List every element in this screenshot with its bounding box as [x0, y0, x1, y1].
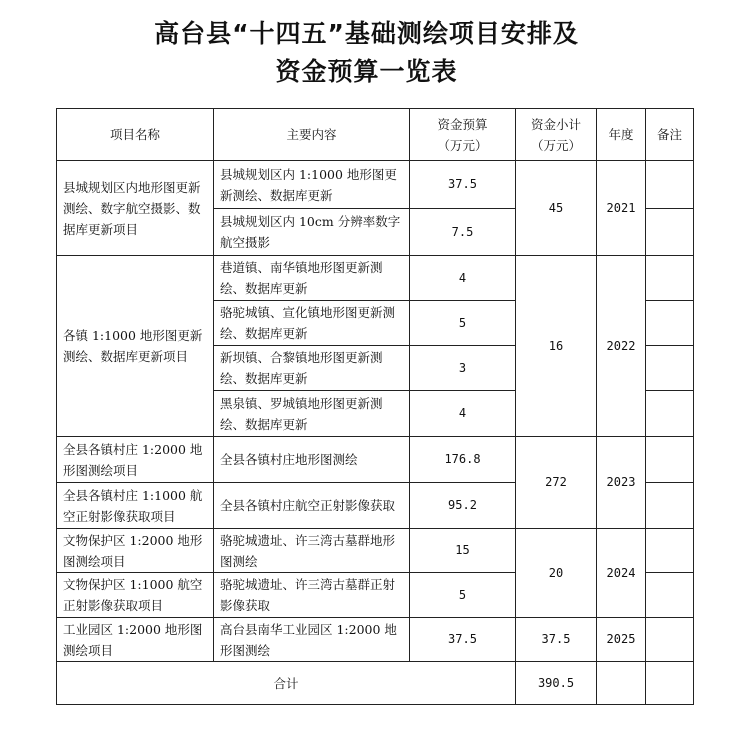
year-cell: 2023	[596, 436, 646, 529]
project-name-cell: 工业园区 1:2000 地形图测绘项目	[56, 617, 214, 662]
header-budget-unit: （万元）	[437, 137, 488, 153]
header-year: 年度	[596, 108, 646, 161]
remarks-cell	[645, 160, 694, 209]
remarks-cell	[645, 300, 694, 346]
remarks-cell	[645, 255, 694, 301]
header-main-content: 主要内容	[213, 108, 410, 161]
remarks-cell	[645, 390, 694, 437]
remarks-cell	[645, 345, 694, 391]
main-content-cell: 高台县南华工业园区 1:2000 地形图测绘	[213, 617, 410, 662]
main-content-cell: 黑泉镇、罗城镇地形图更新测绘、数据库更新	[213, 390, 410, 437]
project-name-cell: 文物保护区 1:1000 航空正射影像获取项目	[56, 572, 214, 618]
budget-cell: 37.5	[409, 617, 516, 662]
main-content-cell: 新坝镇、合黎镇地形图更新测绘、数据库更新	[213, 345, 410, 391]
budget-cell: 37.5	[409, 160, 516, 209]
project-name-cell: 文物保护区 1:2000 地形图测绘项目	[56, 528, 214, 573]
main-content-cell: 骆驼城遗址、许三湾古墓群地形图测绘	[213, 528, 410, 573]
year-cell: 2024	[596, 528, 646, 618]
budget-table	[56, 108, 694, 705]
header-subtotal-label: 资金小计	[530, 116, 581, 132]
remarks-cell	[645, 208, 694, 256]
year-cell: 2022	[596, 255, 646, 437]
budget-cell: 176.8	[409, 436, 516, 483]
year-cell: 2025	[596, 617, 646, 662]
total-value: 390.5	[515, 661, 597, 705]
budget-cell: 4	[409, 255, 516, 301]
remarks-cell	[645, 528, 694, 573]
budget-cell: 7.5	[409, 208, 516, 256]
project-name-cell: 县城规划区内地形图更新测绘、数字航空摄影、数据库更新项目	[56, 160, 214, 256]
budget-cell: 4	[409, 390, 516, 437]
main-content-cell: 县城规划区内 10cm 分辨率数字航空摄影	[213, 208, 410, 256]
project-name-cell: 全县各镇村庄 1:2000 地形图测绘项目	[56, 436, 214, 483]
budget-cell: 5	[409, 300, 516, 346]
main-content-cell: 县城规划区内 1:1000 地形图更新测绘、数据库更新	[213, 160, 410, 209]
budget-cell: 95.2	[409, 482, 516, 529]
main-content-cell: 骆驼城遗址、许三湾古墓群正射影像获取	[213, 572, 410, 618]
page-title-line-2: 资金预算一览表	[275, 57, 458, 86]
subtotal-cell: 16	[515, 255, 597, 437]
main-content-cell: 全县各镇村庄航空正射影像获取	[213, 482, 410, 529]
year-cell: 2021	[596, 160, 646, 256]
header-subtotal	[515, 108, 597, 161]
subtotal-cell: 45	[515, 160, 597, 256]
subtotal-cell: 37.5	[515, 617, 597, 662]
header-subtotal-unit: （万元）	[530, 137, 581, 153]
total-remarks-cell	[645, 661, 694, 705]
header-project-name: 项目名称	[56, 108, 214, 161]
subtotal-cell: 272	[515, 436, 597, 529]
remarks-cell	[645, 482, 694, 529]
remarks-cell	[645, 572, 694, 618]
header-budget-label: 资金预算	[437, 116, 488, 132]
header-budget	[409, 108, 516, 161]
total-label: 合计	[56, 661, 516, 705]
remarks-cell	[645, 617, 694, 662]
budget-cell: 5	[409, 572, 516, 618]
main-content-cell: 全县各镇村庄地形图测绘	[213, 436, 410, 483]
main-content-cell: 骆驼城镇、宣化镇地形图更新测绘、数据库更新	[213, 300, 410, 346]
remarks-cell	[645, 436, 694, 483]
budget-cell: 15	[409, 528, 516, 573]
page-title-line-1: 高台县“十四五”基础测绘项目安排及	[154, 19, 579, 48]
project-name-cell: 全县各镇村庄 1:1000 航空正射影像获取项目	[56, 482, 214, 529]
total-year-cell	[596, 661, 646, 705]
project-name-cell: 各镇 1:1000 地形图更新测绘、数据库更新项目	[56, 255, 214, 437]
budget-cell: 3	[409, 345, 516, 391]
subtotal-cell: 20	[515, 528, 597, 618]
header-remarks: 备注	[645, 108, 694, 161]
main-content-cell: 巷道镇、南华镇地形图更新测绘、数据库更新	[213, 255, 410, 301]
